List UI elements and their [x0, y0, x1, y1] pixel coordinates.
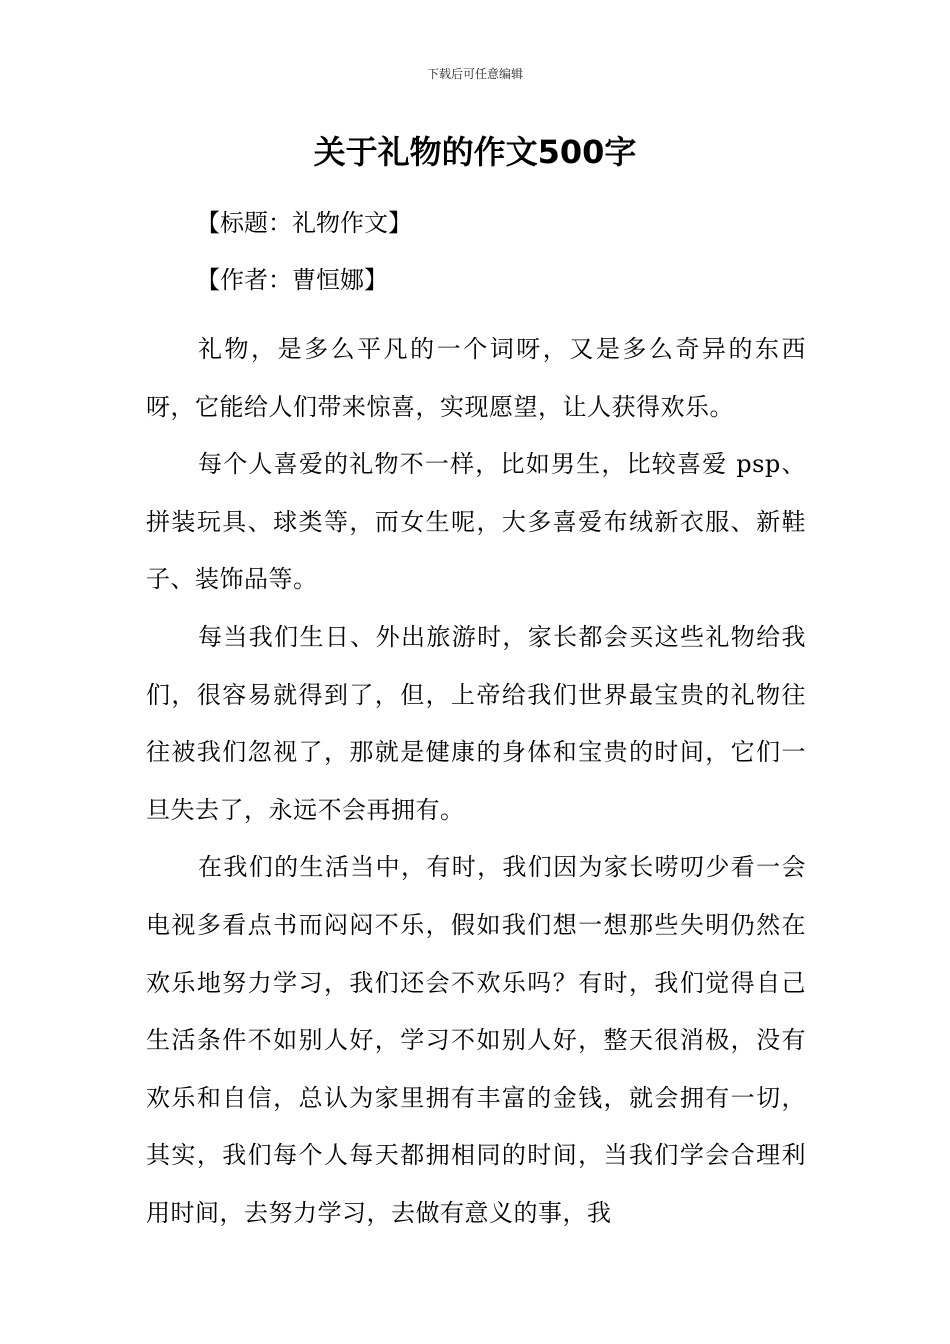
document-title: 关于礼物的作文500字 [313, 133, 637, 171]
tag-line: 【标题：礼物作文】 [196, 209, 412, 237]
header-note: 下载后可任意编辑 [426, 67, 523, 81]
paragraph: 每当我们生日、外出旅游时，家长都会买这些礼物给我们，很容易就得到了，但，上帝给我们世界最宝贵的礼物往往被我们忽视了，那就是健康的身体和宝贵的时间，它们一旦失去了，永远不会再拥有。 [146, 622, 806, 824]
author-line: 【作者：曹恒娜】 [196, 266, 388, 294]
paragraph: 礼物，是多么平凡的一个词呀，又是多么奇异的东西呀，它能给人们带来惊喜，实现愿望，让人获得欢乐。 [146, 335, 806, 421]
paragraph: 每个人喜爱的礼物不一样，比如男生，比较喜爱 psp、拼装玩具、球类等，而女生呢，大多喜爱布绒新衣服、新鞋子、装饰品等。 [146, 450, 806, 594]
paragraph: 在我们的生活当中，有时，我们因为家长唠叨少看一会电视多看点书而闷闷不乐，假如我们想一想那些失明仍然在欢乐地努力学习，我们还会不欢乐吗？有时，我们觉得自己生活条件不如别人好，学习不如别人好，整天很消极，没有欢乐和自信，总认为家里拥有丰富的金钱，就会拥有一切，其实，我们每个人每天都拥相同的时间，当我们学会合理利用时间，去努力学习，去做有意义的事，我 [146, 853, 806, 1227]
article-body [146, 321, 806, 1243]
